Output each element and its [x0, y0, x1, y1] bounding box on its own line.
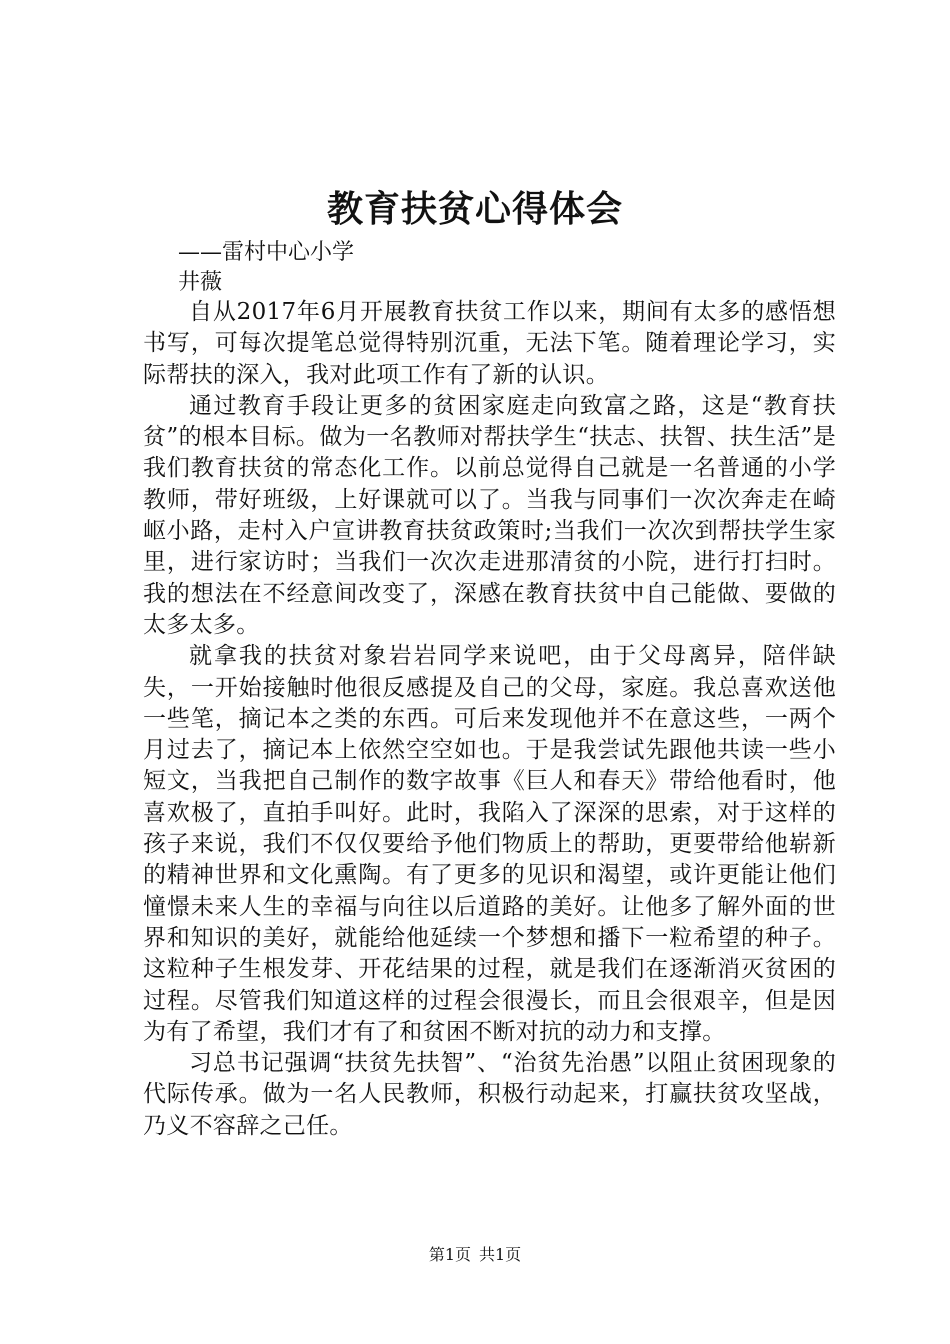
paragraph: 习总书记强调“扶贫先扶智”、“治贫先治愚”以阻止贫困现象的代际传承。做为一名人民教师，积极行动起来，打赢扶贫攻坚战，乃义不容辞之己任。: [143, 1050, 836, 1139]
school-byline: ——雷村中心小学: [178, 240, 355, 265]
paragraph: 就拿我的扶贫对象岩岩同学来说吧，由于父母离异，陪伴缺失，一开始接触时他很反感提及自己的父母，家庭。我总喜欢送他一些笔，摘记本之类的东西。可后来发现他并不在意这些，一两个月过去了，摘记本上依然空空如也。于是我尝试先跟他共读一些小短文，当我把自己制作的数字故事《巨人和春天》带给他看时，他喜欢极了，直拍手叫好。此时，我陷入了深深的思索，对于这样的孩子来说，我们不仅仅要给予他们物质上的帮助，更要带给他崭新的精神世界和文化熏陶。有了更多的见识和渴望，或许更能让他们憧憬未来人生的幸福与向往以后道路的美好。让他多了解外面的世界和知识的美好，就能给他延续一个梦想和播下一粒希望的种子。这粒种子生根发芽、开花结果的过程，就是我们在逐渐消灭贫困的过程。尽管我们知道这样的过程会很漫长，而且会很艰辛，但是因为有了希望，我们才有了和贫困不断对抗的动力和支撑。: [143, 643, 836, 1045]
paragraph: 自从2017年6月开展教育扶贫工作以来，期间有太多的感悟想书写，可每次提笔总觉得特别沉重，无法下笔。随着理论学习，实际帮扶的深入，我对此项工作有了新的认识。: [143, 299, 836, 388]
page-footer: [0, 1244, 950, 1266]
paragraph: 通过教育手段让更多的贫困家庭走向致富之路，这是“教育扶贫”的根本目标。做为一名教师对帮扶学生“扶志、扶智、扶生活”是我们教育扶贫的常态化工作。以前总觉得自己就是一名普通的小学教师，带好班级，上好课就可以了。当我与同事们一次次奔走在崎岖小路，走村入户宣讲教育扶贫政策时;当我们一次次到帮扶学生家里，进行家访时；当我们一次次走进那清贫的小院，进行打扫时。我的想法在不经意间改变了，深感在教育扶贫中自己能做、要做的太多太多。: [143, 392, 836, 638]
document-body: [143, 297, 836, 1142]
page-total: 共1页: [479, 1245, 522, 1264]
document-title: 教育扶贫心得体会: [326, 188, 623, 230]
page-number: 第1页: [428, 1245, 471, 1264]
author-byline: 井薇: [178, 270, 223, 295]
